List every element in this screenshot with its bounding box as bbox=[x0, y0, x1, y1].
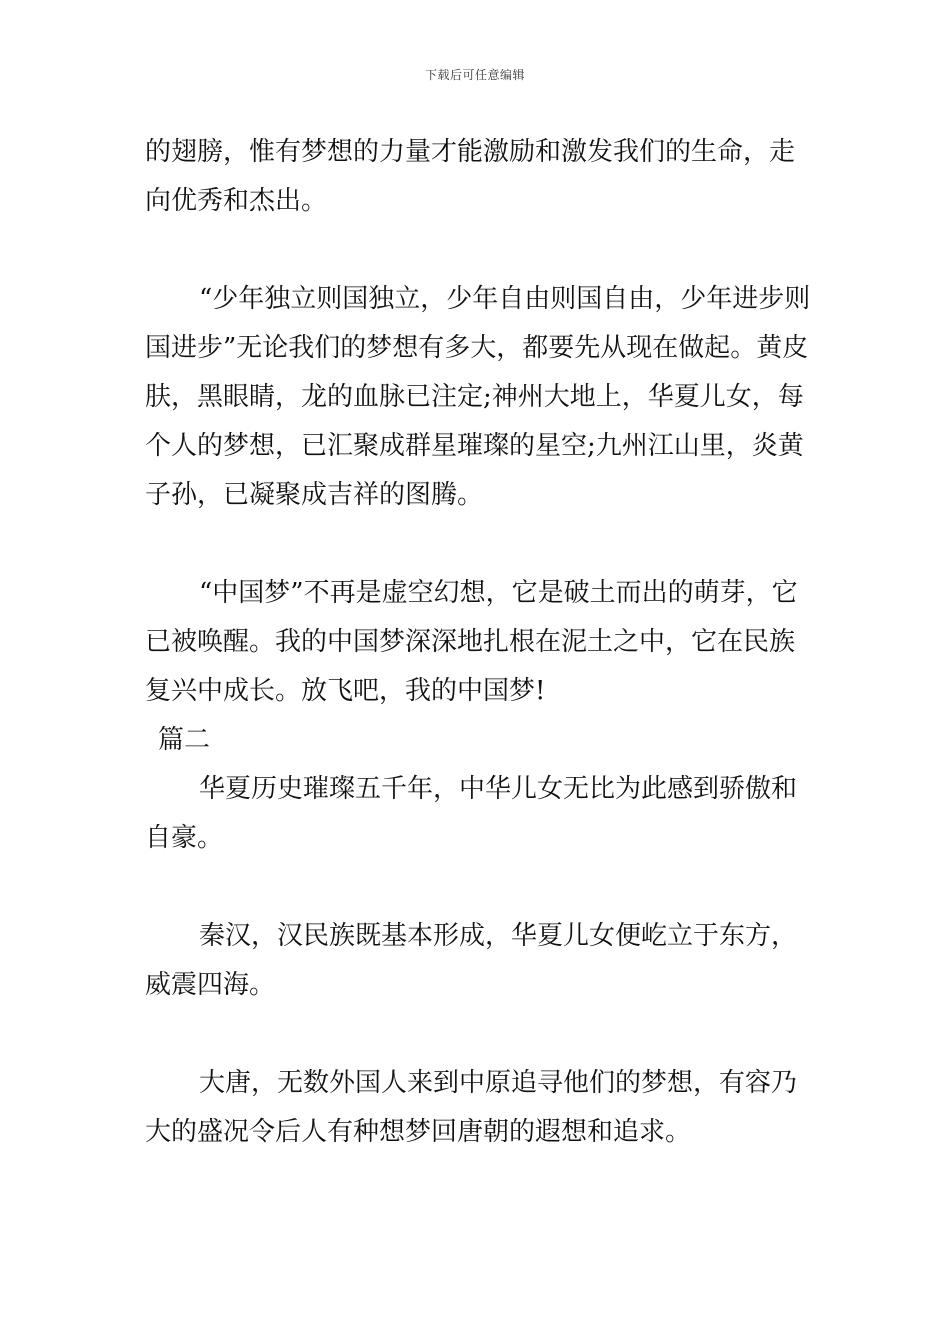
paragraph-3: “中国梦”不再是虚空幻想，它是破土而出的萌芽，它已被唤醒。我的中国梦深深地扎根在泥土之中，它在民族复兴中成长。放飞吧，我的中国梦! bbox=[145, 578, 798, 706]
paragraph-1: 的翅膀，惟有梦想的力量才能激励和激发我们的生命，走向优秀和杰出。 bbox=[145, 137, 796, 216]
paragraph-2: “少年独立则国独立，少年自由则国自由，少年进步则国进步”无论我们的梦想有多大，都要先从现在做起。黄皮肤，黑眼睛，龙的血脉已注定;神州大地上，华夏儿女，每个人的梦想，已汇聚成群星璀璨的星空;九州江山里，炎黄子孙，已凝聚成吉祥的图腾。 bbox=[145, 284, 811, 510]
paragraph-4: 华夏历史璀璨五千年，中华儿女无比为此感到骄傲和自豪。 bbox=[145, 774, 798, 853]
section-heading: 篇二 bbox=[158, 725, 211, 755]
document-body bbox=[145, 128, 817, 1157]
paragraph-6: 大唐，无数外国人来到中原追寻他们的梦想，有容乃大的盛况令后人有种想梦回唐朝的遐想和追求。 bbox=[145, 1068, 798, 1147]
paragraph-5: 秦汉，汉民族既基本形成，华夏儿女便屹立于东方，威震四海。 bbox=[145, 921, 798, 1000]
page-header-note: 下载后可任意编辑 bbox=[424, 68, 525, 82]
